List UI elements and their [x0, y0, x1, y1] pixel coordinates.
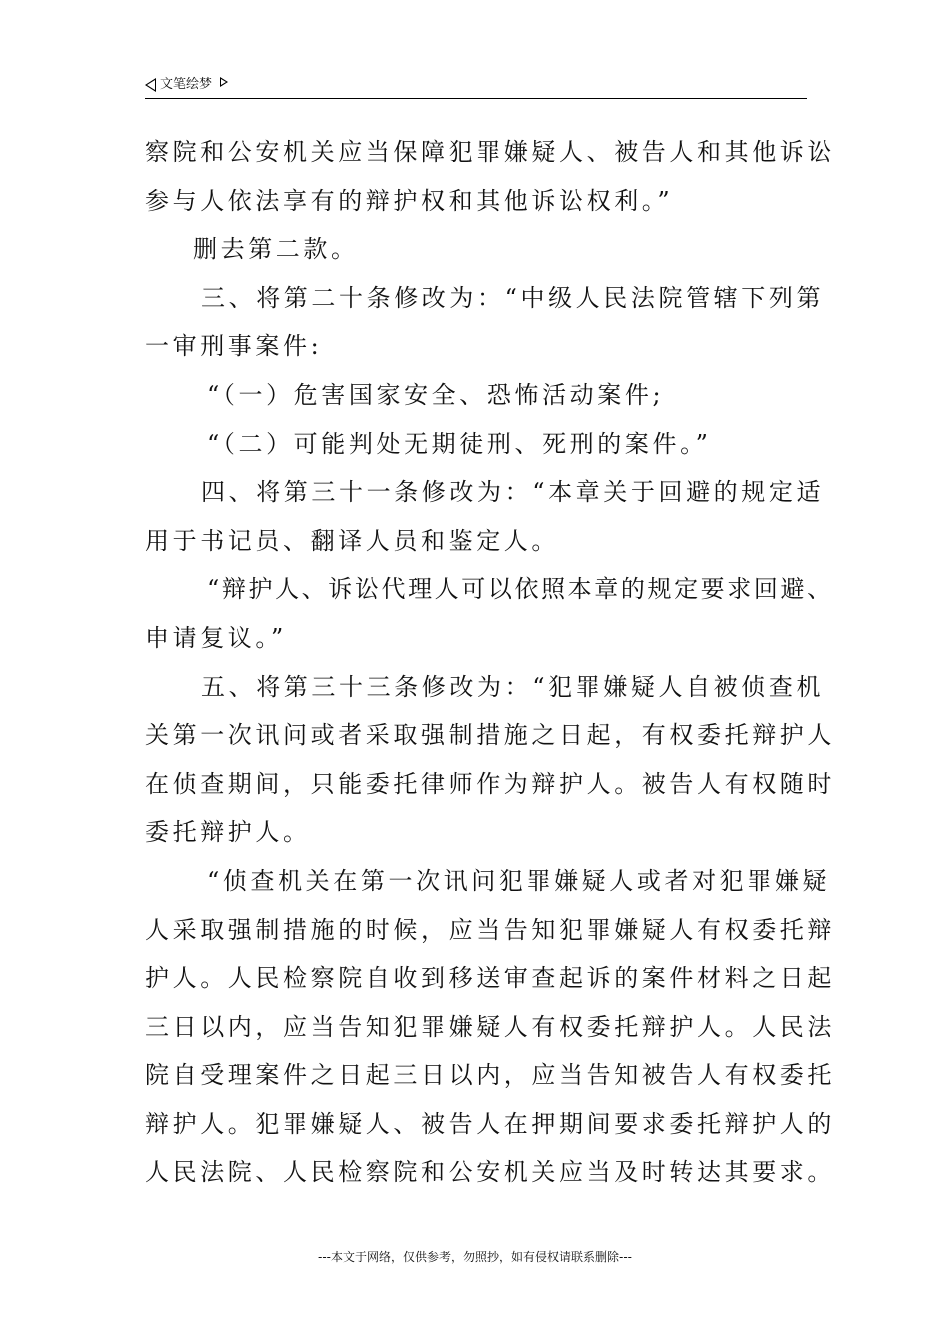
- header-title: 文笔绘梦: [160, 77, 213, 92]
- triangle-right-icon: [220, 77, 228, 87]
- page-footer: ---本文于网络，仅供参考，勿照抄，如有侵权请联系删除---: [318, 1250, 632, 1264]
- paragraph-line: 五、将第三十三条修改为：“犯罪嫌疑人自被侦查机: [201, 672, 825, 701]
- paragraph-line: 一审刑事案件:: [145, 332, 323, 361]
- document-body: [145, 128, 835, 1197]
- paragraph-line: 人采取强制措施的时候，应当告知犯罪嫌疑人有权委托辩: [145, 915, 835, 944]
- paragraph-line: 在侦查期间，只能委托律师作为辩护人。被告人有权随时: [145, 769, 835, 798]
- paragraph-line: 三日以内，应当告知犯罪嫌疑人有权委托辩护人。人民法: [145, 1012, 835, 1041]
- paragraph-line: 护人。人民检察院自收到移送审查起诉的案件材料之日起: [145, 964, 835, 993]
- paragraph-line: 关第一次讯问或者采取强制措施之日起，有权委托辩护人: [145, 721, 835, 750]
- paragraph-line: 申请复议。”: [145, 623, 287, 652]
- paragraph-line: 察院和公安机关应当保障犯罪嫌疑人、被告人和其他诉讼: [145, 138, 835, 166]
- header-title-group: [145, 76, 228, 94]
- paragraph-line: 三、将第二十条修改为：“中级人民法院管辖下列第: [201, 283, 825, 312]
- paragraph-line: 四、将第三十一条修改为：“本章关于回避的规定适: [201, 478, 825, 507]
- paragraph-line: 用于书记员、翻译人员和鉴定人。: [145, 526, 559, 555]
- paragraph-line: 参与人依法享有的辩护权和其他诉讼权利。”: [145, 186, 674, 215]
- paragraph-line: 委托辩护人。: [145, 818, 311, 847]
- paragraph-line: 院自受理案件之日起三日以内，应当告知被告人有权委托: [145, 1061, 835, 1090]
- triangle-left-icon: [145, 78, 156, 92]
- paragraph-line: 人民法院、人民检察院和公安机关应当及时转达其要求。: [145, 1158, 835, 1187]
- page-header: [145, 76, 807, 99]
- paragraph-line: 辩护人。犯罪嫌疑人、被告人在押期间要求委托辩护人的: [145, 1109, 835, 1138]
- paragraph-line: “侦查机关在第一次讯问犯罪嫌疑人或者对犯罪嫌疑: [207, 866, 831, 895]
- paragraph-line: “（二）可能判处无期徒刑、死刑的案件。”: [207, 429, 712, 458]
- paragraph-line: 删去第二款。: [193, 235, 359, 264]
- paragraph-line: “（一）危害国家安全、恐怖活动案件;: [207, 380, 665, 409]
- paragraph-line: “辩护人、诉讼代理人可以依照本章的规定要求回避、: [207, 575, 834, 604]
